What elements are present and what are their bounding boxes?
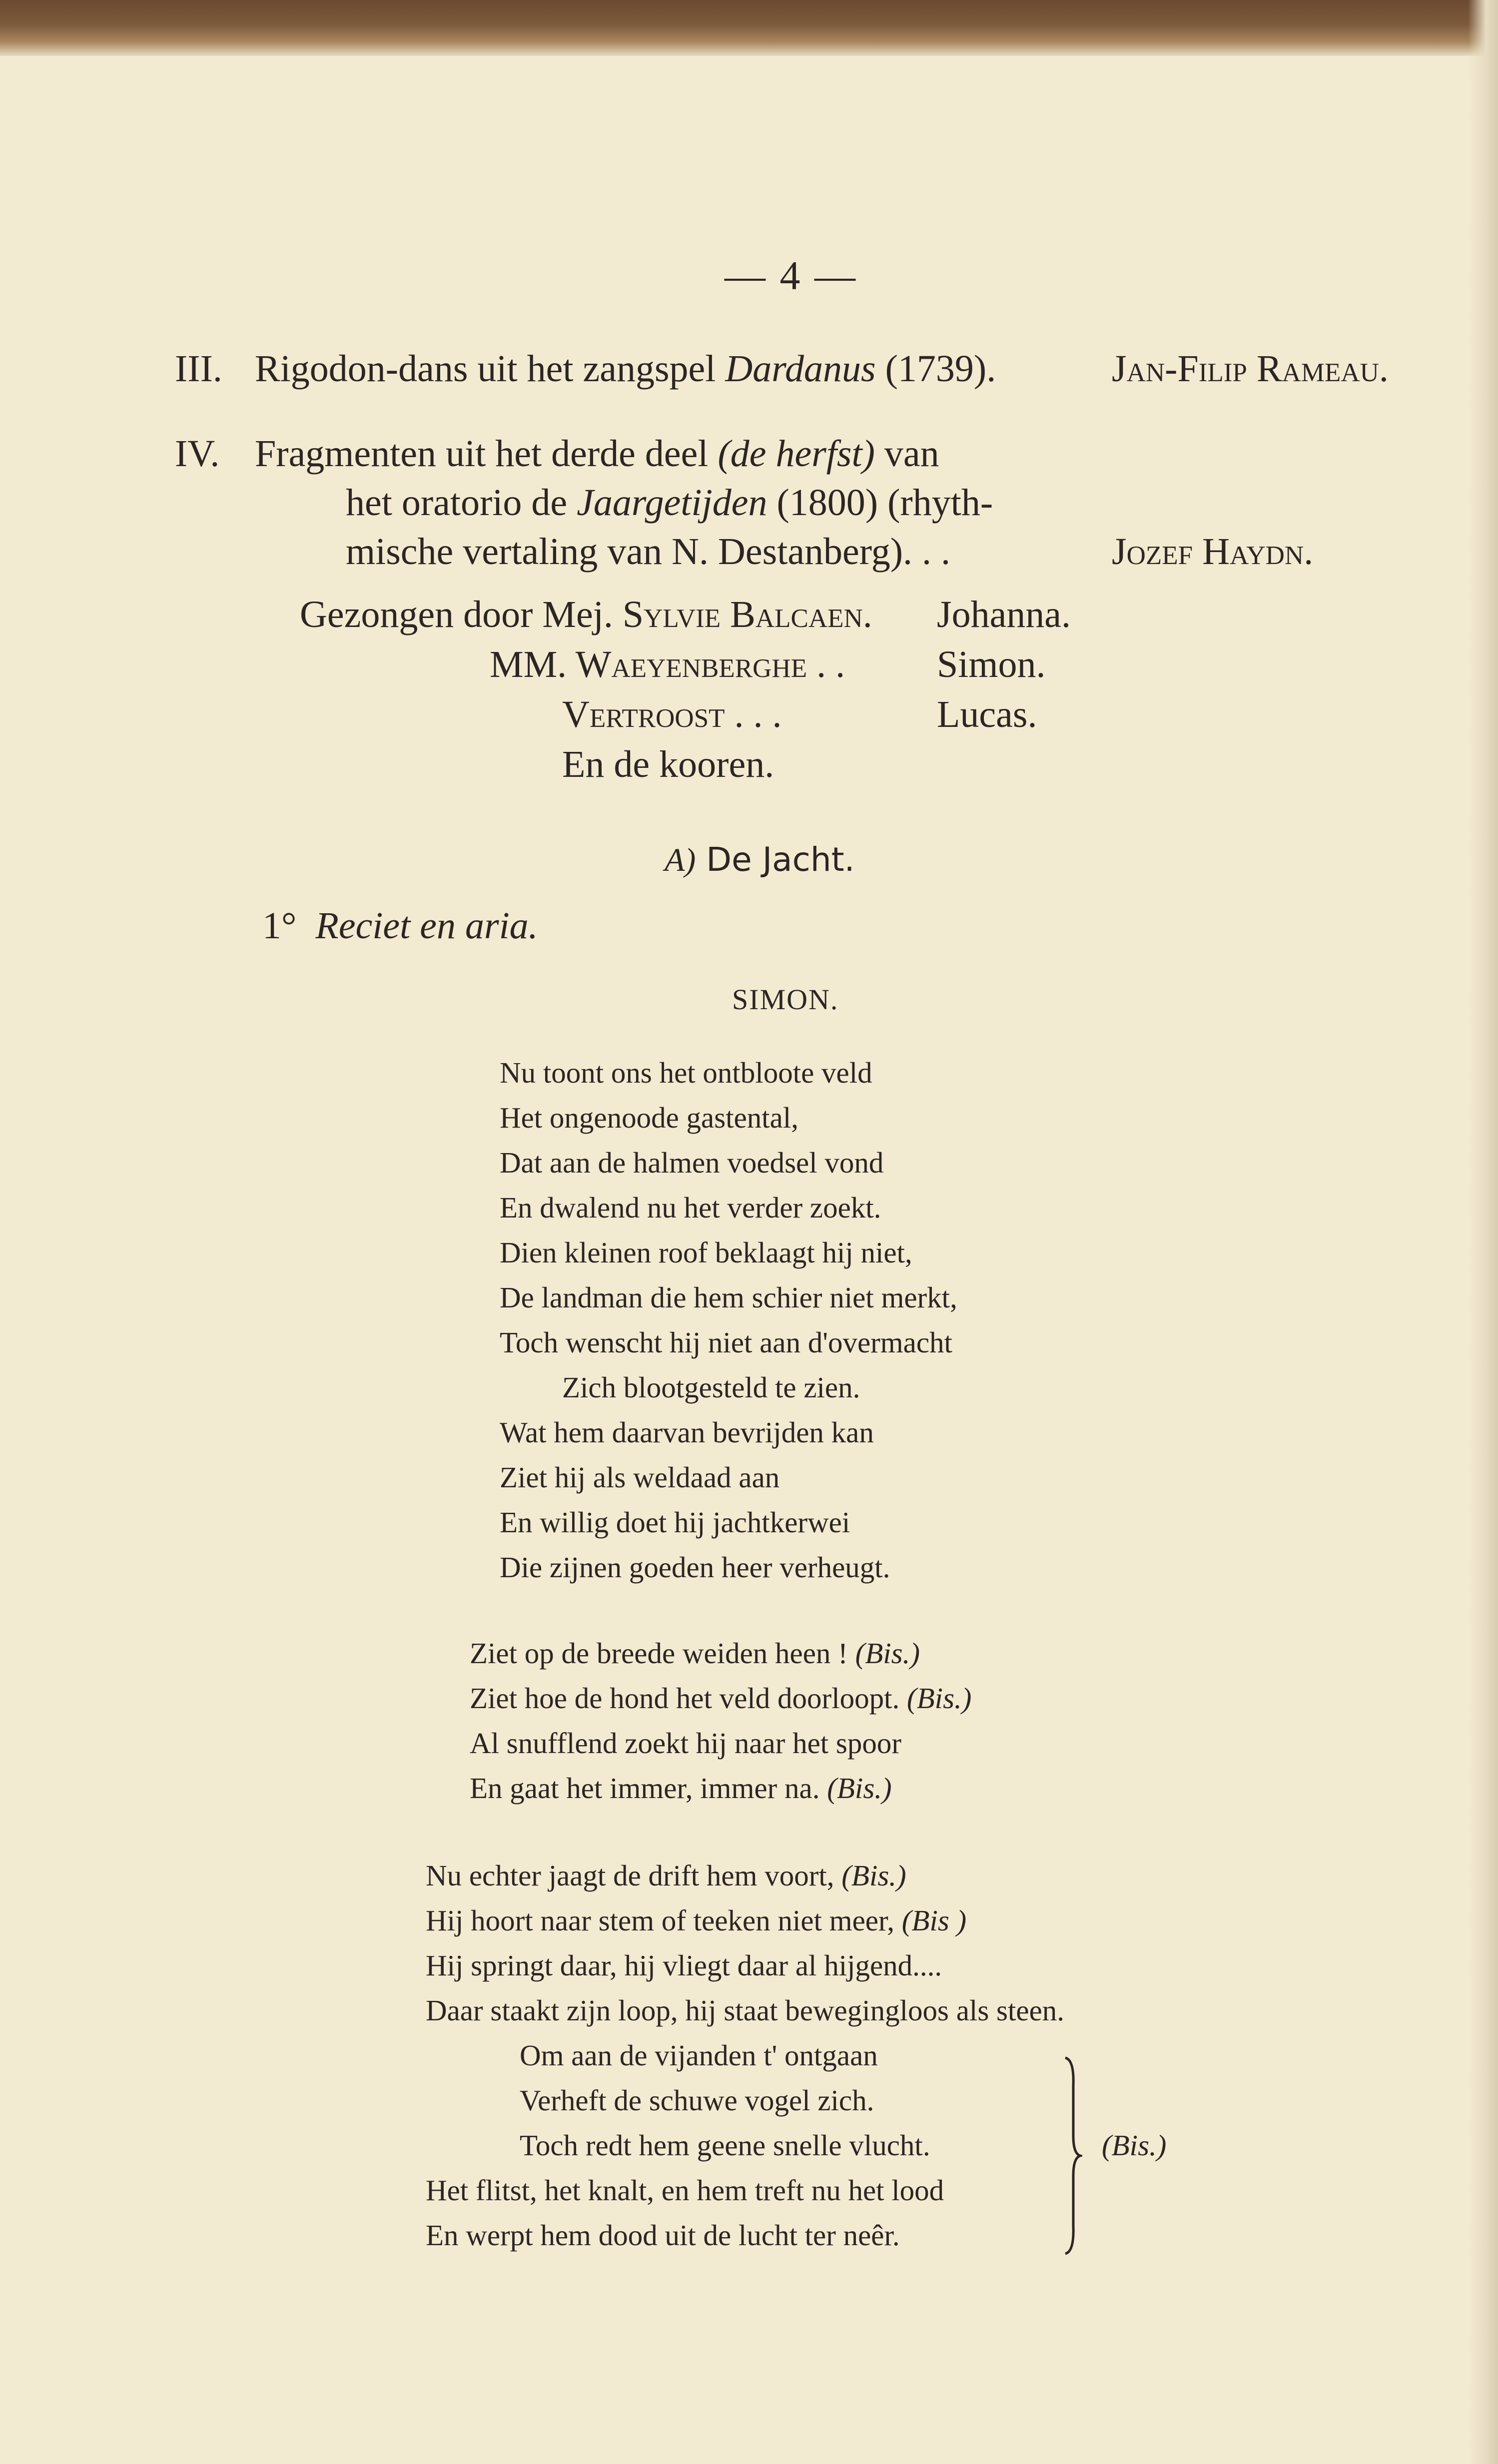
cast-role-3: Lucas.	[937, 693, 1037, 735]
item-3-text: Rigodon-dans uit het zangspel	[255, 348, 726, 390]
cast-role-2: Simon.	[937, 643, 1046, 685]
verse-line: En dwalend nu het verder zoekt.	[500, 1191, 881, 1224]
verse-line: Wat hem daarvan bevrijden kan	[500, 1416, 874, 1449]
item-3-year: (1739).	[875, 348, 996, 390]
cast-row-1: Gezongen door Mej. Sylvie Balcaen.	[300, 594, 872, 635]
verse-line: Toch wenscht hij niet aan d'overmacht	[500, 1326, 952, 1359]
speaker-name: SIMON.	[732, 983, 839, 1016]
item-4-line-2: het oratorio de Jaargetijden (1800) (rhyth-	[346, 482, 993, 524]
verse-line: Al snufflend zoekt hij naar het spoor	[470, 1727, 902, 1760]
verse-line: Ziet hoe de hond het veld doorloopt. (Bis.)	[470, 1682, 972, 1715]
verse-line: Het flitst, het knalt, en hem treft nu het lood	[426, 2174, 944, 2207]
item-3-composer: Jan-Filip Rameau.	[1112, 348, 1389, 390]
brace-repeat-note: (Bis.)	[1102, 2129, 1167, 2162]
verse-line: Zich blootgesteld te zien.	[562, 1371, 860, 1404]
verse-line: Dat aan de halmen voedsel vond	[500, 1146, 884, 1179]
subsection-heading: 1° Reciet en aria.	[262, 905, 538, 947]
item-3-line	[255, 350, 996, 388]
verse-line: Het ongenoode gastental,	[500, 1101, 799, 1134]
verse-line: Hij springt daar, hij vliegt daar al hijgend....	[426, 1949, 942, 1982]
verse-line: Verheft de schuwe vogel zich.	[520, 2084, 874, 2117]
cast-row-2: MM. Waeyenberghe . .	[490, 643, 845, 685]
verse-line: Die zijnen goeden heer verheugt.	[500, 1551, 890, 1584]
cast-chorus: En de kooren.	[562, 743, 774, 785]
item-4-composer: Jozef Haydn.	[1112, 531, 1314, 573]
section-heading: A) De Jacht.	[665, 840, 855, 879]
verse-line: Toch redt hem geene snelle vlucht.	[520, 2129, 930, 2162]
verse-line: Ziet op de breede weiden heen ! (Bis.)	[470, 1637, 920, 1670]
item-4-line-1: Fragmenten uit het derde deel (de herfst) van	[255, 433, 939, 475]
verse-line: En gaat het immer, immer na. (Bis.)	[470, 1772, 892, 1805]
page-number: — 4 —	[725, 253, 857, 298]
cast-row-3: Vertroost . . .	[562, 693, 782, 735]
verse-line: De landman die hem schier niet merkt,	[500, 1281, 957, 1314]
item-3-title: Dardanus	[725, 348, 876, 390]
verse-line: Om aan de vijanden t' ontgaan	[520, 2039, 878, 2072]
item-4-numeral: IV.	[175, 433, 220, 475]
verse-line: Daar staakt zijn loop, hij staat bewegingloos als steen.	[426, 1994, 1065, 2027]
cast-role-1: Johanna.	[937, 594, 1071, 635]
verse-line: En werpt hem dood uit de lucht ter neêr.	[426, 2219, 900, 2252]
item-4-line-3: mische vertaling van N. Destanberg). . .	[346, 531, 951, 573]
verse-line: En willig doet hij jachtkerwei	[500, 1506, 850, 1539]
verse-line: Dien kleinen roof beklaagt hij niet,	[500, 1236, 912, 1269]
verse-line: Nu toont ons het ontbloote veld	[500, 1056, 872, 1089]
right-brace-icon	[1062, 2056, 1082, 2256]
verse-line: Hij hoort naar stem of teeken niet meer, (Bis )	[426, 1904, 967, 1937]
item-3-numeral: III.	[175, 348, 222, 390]
verse-line: Nu echter jaagt de drift hem voort, (Bis.)	[426, 1859, 906, 1892]
verse-line: Ziet hij als weldaad aan	[500, 1461, 780, 1494]
